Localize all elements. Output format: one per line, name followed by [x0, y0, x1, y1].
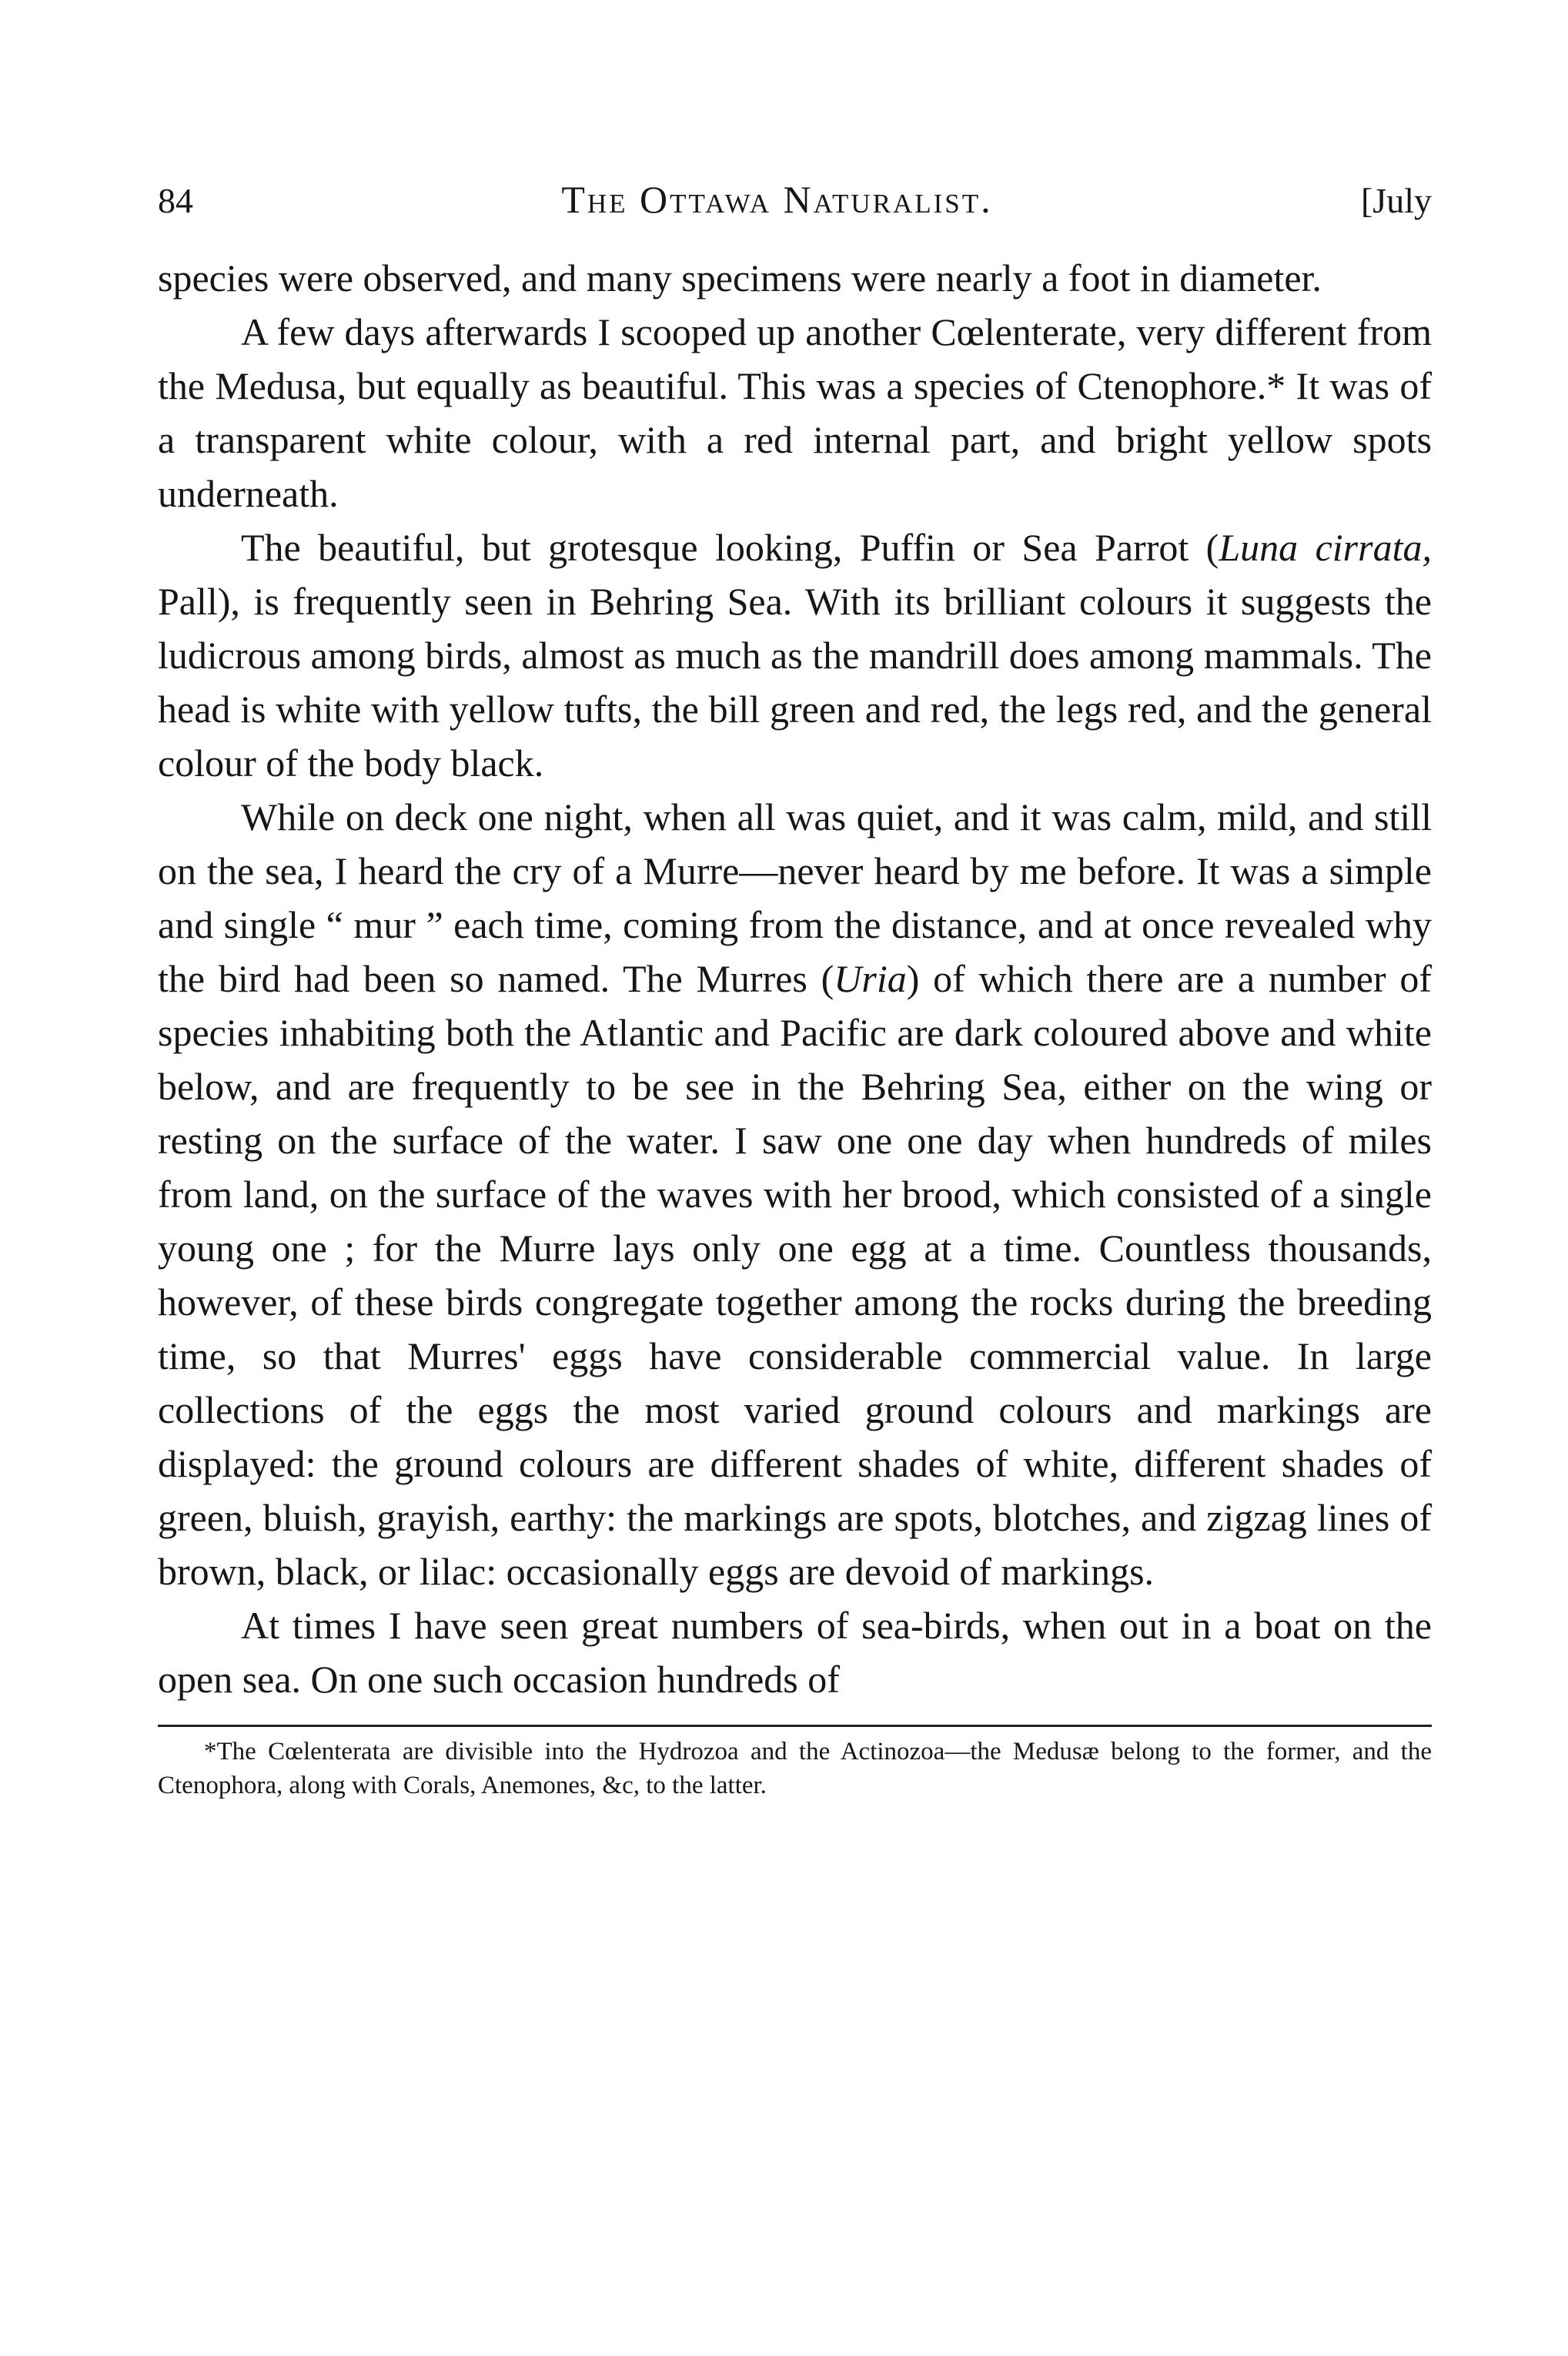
section-label: [July	[1360, 181, 1432, 220]
paragraph-4-text-a: While on deck one night, when all was quiet, and it was calm, mild, and still on the sea, I heard the cry of a Murre—never heard by me before. It was a simple and single “ mur ” each time, coming from the distance, and at once revealed why the bird had been so named. The Murres (	[158, 795, 1432, 1000]
paragraph-2: A few days afterwards I scooped up another Cœlenterate, very different from the Medusa, but equally as beautiful. This was a species of Ctenophore.* It was of a transparent white colour, with a red internal part, and bright yellow spots underneath.	[158, 310, 1432, 515]
paragraph-4-text-b: ) of which there are a number of species inhabiting both the Atlantic and Pacific are dark coloured above and white below, and are frequently to be see in the Behring Sea, either on the wing or resting on the surface of the water. I saw one one day when hundreds of miles from land, on the surface of the waves with her brood, which consisted of a single young one ; for the Murre lays only one egg at a time. Countless thousands, however, of these birds congregate together among the rocks during the breeding time, so that Murres' eggs have considerable commercial value. In large collections of the eggs the most varied ground colours and markings are displayed: the ground colours are different shades of white, different shades of green, bluish, grayish, earthy: the markings are spots, blotches, and zigzag lines of brown, black, or lilac: occasionally eggs are devoid of markings.	[158, 957, 1432, 1593]
paragraph-3-text-b: Pall), is frequently seen in Behring Sea. With its brilliant colours it suggests the ludicrous among birds, almost as much as the mandrill does among mammals. The head is white with yellow tufts, the bill green and red, the legs red, and the general colour of the body black.	[158, 580, 1432, 785]
page	[158, 177, 1432, 1802]
paragraph-3	[158, 520, 1432, 790]
running-title: The Ottawa Naturalist.	[561, 178, 993, 221]
paragraph-1: species were observed, and many specimens were nearly a foot in diameter.	[158, 256, 1322, 300]
footnote: *The Cœlenterata are divisible into the Hydrozoa and the Actinozoa—the Medusæ belong to the former, and the Ctenophora, along with Corals, Anemones, &c, to the latter.	[158, 1738, 1432, 1799]
paragraph-4	[158, 790, 1432, 1598]
species-name-luna: Luna cirrata,	[1219, 526, 1432, 569]
paragraph-3-text-a: The beautiful, but grotesque looking, Puffin or Sea Parrot (	[241, 526, 1219, 569]
page-number: 84	[158, 181, 193, 220]
running-header	[158, 177, 1432, 251]
genus-name-uria: Uria	[834, 957, 907, 1000]
footnote-rule	[158, 1725, 1432, 1727]
paragraph-5: At times I have seen great numbers of sea-birds, when out in a boat on the open sea. On one such occasion hundreds of	[158, 1604, 1432, 1701]
